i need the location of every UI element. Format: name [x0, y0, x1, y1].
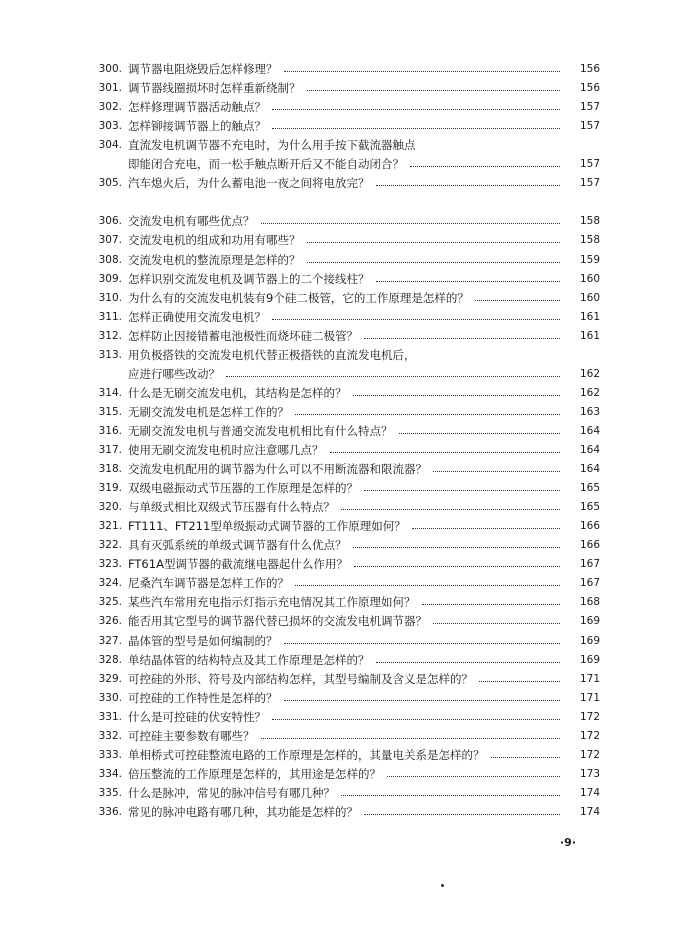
entry-title: 无刷交流发电机与普通交流发电机相比有什么特点？ [128, 423, 393, 438]
toc-entry-continuation [0, 155, 673, 173]
entry-number: 300. [98, 63, 122, 75]
entry-number: 324. [98, 577, 122, 590]
leader-dots [433, 471, 560, 472]
entry-title: 可控硅主要参数有哪些？ [128, 728, 255, 743]
entry-number: 330. [98, 691, 122, 704]
entry-page-number: 158 [579, 234, 600, 247]
leader-dots [261, 223, 560, 224]
leader-dots [376, 662, 560, 663]
toc-entry[interactable] [0, 403, 673, 421]
leader-dots [272, 109, 560, 110]
toc-entry[interactable] [0, 174, 673, 192]
toc-entry[interactable] [0, 536, 673, 554]
toc-entry[interactable] [0, 689, 673, 707]
entry-page-number: 161 [579, 310, 600, 323]
entry-title: 尼桑汽车调节器是怎样工作的？ [128, 576, 289, 591]
toc-entry[interactable] [0, 612, 673, 630]
leader-dots [353, 547, 560, 548]
entry-number: 323. [98, 558, 122, 571]
entry-number: 303. [98, 120, 122, 133]
page-number-footer: ·9· [560, 836, 577, 849]
entry-page-number: 164 [579, 463, 600, 476]
entry-page-number: 173 [579, 767, 600, 780]
entry-number: 321. [98, 520, 122, 533]
toc-entry[interactable] [0, 346, 673, 364]
toc-entry[interactable] [0, 251, 673, 269]
leader-dots [295, 414, 560, 415]
entry-number: 326. [98, 615, 122, 628]
entry-page-number: 169 [579, 634, 600, 647]
entry-number: 313. [98, 348, 122, 361]
entry-title: 能否用其它型号的调节器代替已损坏的交流发电机调节器？ [128, 614, 427, 629]
toc-entry-continuation [0, 365, 673, 383]
leader-dots [307, 90, 560, 91]
entry-title: 可控硅的外形、符号及内部结构怎样，其型号编制及含义是怎样的？ [128, 671, 473, 686]
entry-page-number: 169 [579, 615, 600, 628]
toc-entry[interactable] [0, 136, 673, 154]
entry-number: 317. [98, 444, 122, 456]
entry-page-number: 164 [579, 444, 600, 456]
toc-entry[interactable] [0, 327, 673, 345]
entry-number: 314. [98, 386, 122, 399]
leader-dots [387, 776, 560, 777]
entry-number: 319. [98, 482, 122, 495]
toc-entry[interactable] [0, 79, 673, 97]
entry-page-number: 167 [579, 558, 600, 571]
entry-title: 交流发电机配用的调节器为什么可以不用断流器和限流器？ [128, 462, 427, 477]
entry-number: 309. [98, 272, 122, 285]
entry-page-number: 160 [579, 272, 600, 285]
entry-title: 交流发电机的整流原理是怎样的？ [128, 252, 301, 267]
entry-page-number: 161 [579, 329, 600, 342]
entry-number: 331. [98, 710, 122, 723]
entry-title: 可控硅的工作特性是怎样的？ [128, 690, 278, 705]
entry-page-number: 167 [579, 577, 600, 590]
toc-entry[interactable] [0, 517, 673, 535]
entry-title: 单结晶体管的结构特点及其工作原理是怎样的？ [128, 652, 370, 667]
entry-number: 335. [98, 786, 122, 799]
leader-dots [272, 319, 560, 320]
entry-number: 312. [98, 329, 122, 342]
entry-title: 什么是脉冲，常见的脉冲信号有哪几种？ [128, 785, 335, 800]
leader-dots [284, 700, 560, 701]
entry-number: 318. [98, 463, 122, 476]
print-speck [441, 884, 444, 887]
entry-page-number: 160 [579, 291, 600, 304]
toc-entry[interactable] [0, 555, 673, 573]
entry-number: 332. [98, 729, 122, 742]
entry-number: 320. [98, 501, 122, 514]
leader-dots [479, 681, 560, 682]
entry-page-number: 171 [579, 672, 600, 685]
toc-entry[interactable] [0, 651, 673, 669]
leader-dots [272, 719, 560, 720]
entry-title: 调节器线圈损坏时怎样重新绕制？ [128, 81, 301, 96]
entry-title: 怎样正确使用交流发电机？ [128, 309, 266, 324]
toc-entry[interactable] [0, 117, 673, 135]
entry-number: 325. [98, 596, 122, 609]
entry-title: 具有灭弧系统的单级式调节器有什么优点？ [128, 538, 347, 553]
entry-page-number: 166 [579, 520, 600, 533]
entry-page-number: 157 [579, 101, 600, 114]
entry-page-number: 165 [579, 482, 600, 495]
leader-dots [491, 757, 560, 758]
entry-title: 交流发电机有哪些优点？ [128, 214, 255, 229]
entry-page-number: 164 [579, 424, 600, 437]
toc-entry[interactable] [0, 593, 673, 611]
leader-dots [284, 71, 560, 72]
leader-dots [475, 300, 560, 301]
entry-page-number: 162 [579, 367, 600, 380]
entry-number: 328. [98, 653, 122, 666]
entry-title: 什么是无刷交流发电机，其结构是怎样的？ [128, 385, 347, 400]
entry-title: 怎样识别交流发电机及调节器上的二个接线柱？ [128, 271, 370, 286]
toc-entry[interactable] [0, 98, 673, 116]
leader-dots [307, 242, 560, 243]
leader-dots [354, 566, 560, 567]
entry-title: 常见的脉冲电路有哪几种，其功能是怎样的？ [128, 804, 358, 819]
toc-entry[interactable] [0, 289, 673, 307]
leader-dots [295, 585, 560, 586]
entry-title: 为什么有的交流发电机装有9个硅二极管，它的工作原理是怎样的？ [128, 290, 469, 305]
entry-number: 306. [98, 215, 122, 228]
toc-entry[interactable] [0, 784, 673, 802]
leader-dots [307, 262, 560, 263]
entry-title: 单相桥式可控硅整流电路的工作原理是怎样的，其量电关系是怎样的？ [128, 747, 485, 762]
toc-entry[interactable] [0, 498, 673, 516]
leader-dots [261, 738, 560, 739]
toc-entry[interactable] [0, 479, 673, 497]
entry-number: 305. [98, 177, 122, 190]
entry-page-number: 157 [579, 177, 600, 190]
toc-entry[interactable] [0, 384, 673, 402]
entry-title: 直流发电机调节器不充电时，为什么用手按下截流器触点 [128, 138, 416, 153]
entry-page-number: 172 [579, 729, 600, 742]
entry-title: 倍压整流的工作原理是怎样的，其用途是怎样的？ [128, 766, 381, 781]
entry-number: 315. [98, 405, 122, 418]
toc-entry[interactable] [0, 670, 673, 688]
leader-dots [422, 604, 560, 605]
entry-title: 什么是可控硅的伏安特性？ [128, 709, 266, 724]
entry-page-number: 158 [579, 215, 600, 228]
leader-dots [399, 433, 560, 434]
leader-dots [341, 795, 560, 796]
entry-number: 308. [98, 253, 122, 266]
entry-number: 307. [98, 234, 122, 247]
entry-number: 327. [98, 634, 122, 647]
entry-title-continuation: 应进行哪些改动？ [128, 366, 220, 381]
toc-entry[interactable] [0, 574, 673, 592]
entry-title: 交流发电机的组成和功用有哪些？ [128, 233, 301, 248]
toc-entry[interactable] [0, 308, 673, 326]
leader-dots [272, 128, 560, 129]
leader-dots [412, 528, 560, 529]
entry-page-number: 171 [579, 691, 600, 704]
toc-entry[interactable] [0, 60, 673, 78]
entry-number: 302. [98, 101, 122, 114]
entry-title: 某些汽车常用充电指示灯指示充电情况其工作原理如何？ [128, 595, 416, 610]
entry-page-number: 166 [579, 539, 600, 552]
entry-page-number: 159 [579, 253, 600, 266]
entry-title: 调节器电阻烧毁后怎样修理？ [128, 62, 278, 76]
entry-page-number: 165 [579, 501, 600, 514]
entry-title: 晶体管的型号是如何编制的？ [128, 633, 278, 648]
entry-number: 304. [98, 139, 122, 152]
entry-title-continuation: 即能闭合充电，而一松手触点断开后又不能自动闭合？ [128, 157, 404, 172]
entry-title: 双级电磁振动式节压器的工作原理是怎样的？ [128, 481, 358, 496]
entry-page-number: 156 [579, 63, 600, 75]
leader-dots [353, 395, 560, 396]
leader-dots [330, 452, 560, 453]
entry-title: FT111、FT211型单级振动式调节器的工作原理如何？ [128, 519, 406, 534]
leader-dots [364, 490, 560, 491]
leader-dots [226, 376, 560, 377]
entry-number: 333. [98, 748, 122, 761]
entry-page-number: 157 [579, 120, 600, 133]
entry-title: 与单级式相比双级式节压器有什么特点？ [128, 500, 335, 515]
toc-entry[interactable] [0, 765, 673, 783]
toc-entry[interactable] [0, 460, 673, 478]
leader-dots [376, 281, 560, 282]
entry-title: 使用无刷交流发电机时应注意哪几点？ [128, 443, 324, 457]
entry-title: FT61A型调节器的截流继电器起什么作用？ [128, 557, 348, 572]
toc-entry[interactable] [0, 270, 673, 288]
entry-page-number: 163 [579, 405, 600, 418]
entry-title: 怎样修理调节器活动触点？ [128, 100, 266, 115]
toc-entry[interactable] [0, 422, 673, 440]
leader-dots [364, 814, 560, 815]
leader-dots [341, 509, 560, 510]
entry-number: 334. [98, 767, 122, 780]
entry-title: 怎样防止因接错蓄电池极性而烧坏硅二极管？ [128, 328, 358, 343]
entry-title: 怎样铆接调节器上的触点？ [128, 119, 266, 134]
entry-title: 无刷交流发电机是怎样工作的？ [128, 404, 289, 419]
entry-page-number: 157 [579, 158, 600, 171]
toc-entry[interactable] [0, 231, 673, 249]
section-heading [0, 193, 673, 211]
leader-dots [364, 338, 560, 339]
entry-page-number: 168 [579, 596, 600, 609]
entry-number: 301. [98, 82, 122, 95]
toc-entry[interactable] [0, 632, 673, 650]
entry-page-number: 174 [579, 786, 600, 799]
entry-title: 用负极搭铁的交流发电机代替正极搭铁的直流发电机后， [128, 347, 416, 362]
entry-number: 322. [98, 539, 122, 552]
leader-dots [433, 623, 560, 624]
entry-number: 329. [98, 672, 122, 685]
entry-page-number: 169 [579, 653, 600, 666]
leader-dots [410, 166, 560, 167]
toc-entry[interactable] [0, 746, 673, 764]
leader-dots [376, 185, 560, 186]
entry-number: 311. [98, 310, 122, 323]
entry-page-number: 172 [579, 710, 600, 723]
toc-entry[interactable] [0, 441, 673, 459]
toc-entry[interactable] [0, 212, 673, 230]
toc-entry[interactable] [0, 803, 673, 821]
entry-title: 汽车熄火后，为什么蓄电池一夜之间将电放完？ [128, 176, 370, 191]
entry-page-number: 162 [579, 386, 600, 399]
entry-page-number: 174 [579, 805, 600, 818]
entry-number: 336. [98, 805, 122, 818]
toc-entry[interactable] [0, 727, 673, 745]
leader-dots [284, 643, 560, 644]
entry-page-number: 172 [579, 748, 600, 761]
entry-number: 310. [98, 291, 122, 304]
entry-page-number: 156 [579, 82, 600, 95]
entry-number: 316. [98, 424, 122, 437]
toc-entry[interactable] [0, 708, 673, 726]
